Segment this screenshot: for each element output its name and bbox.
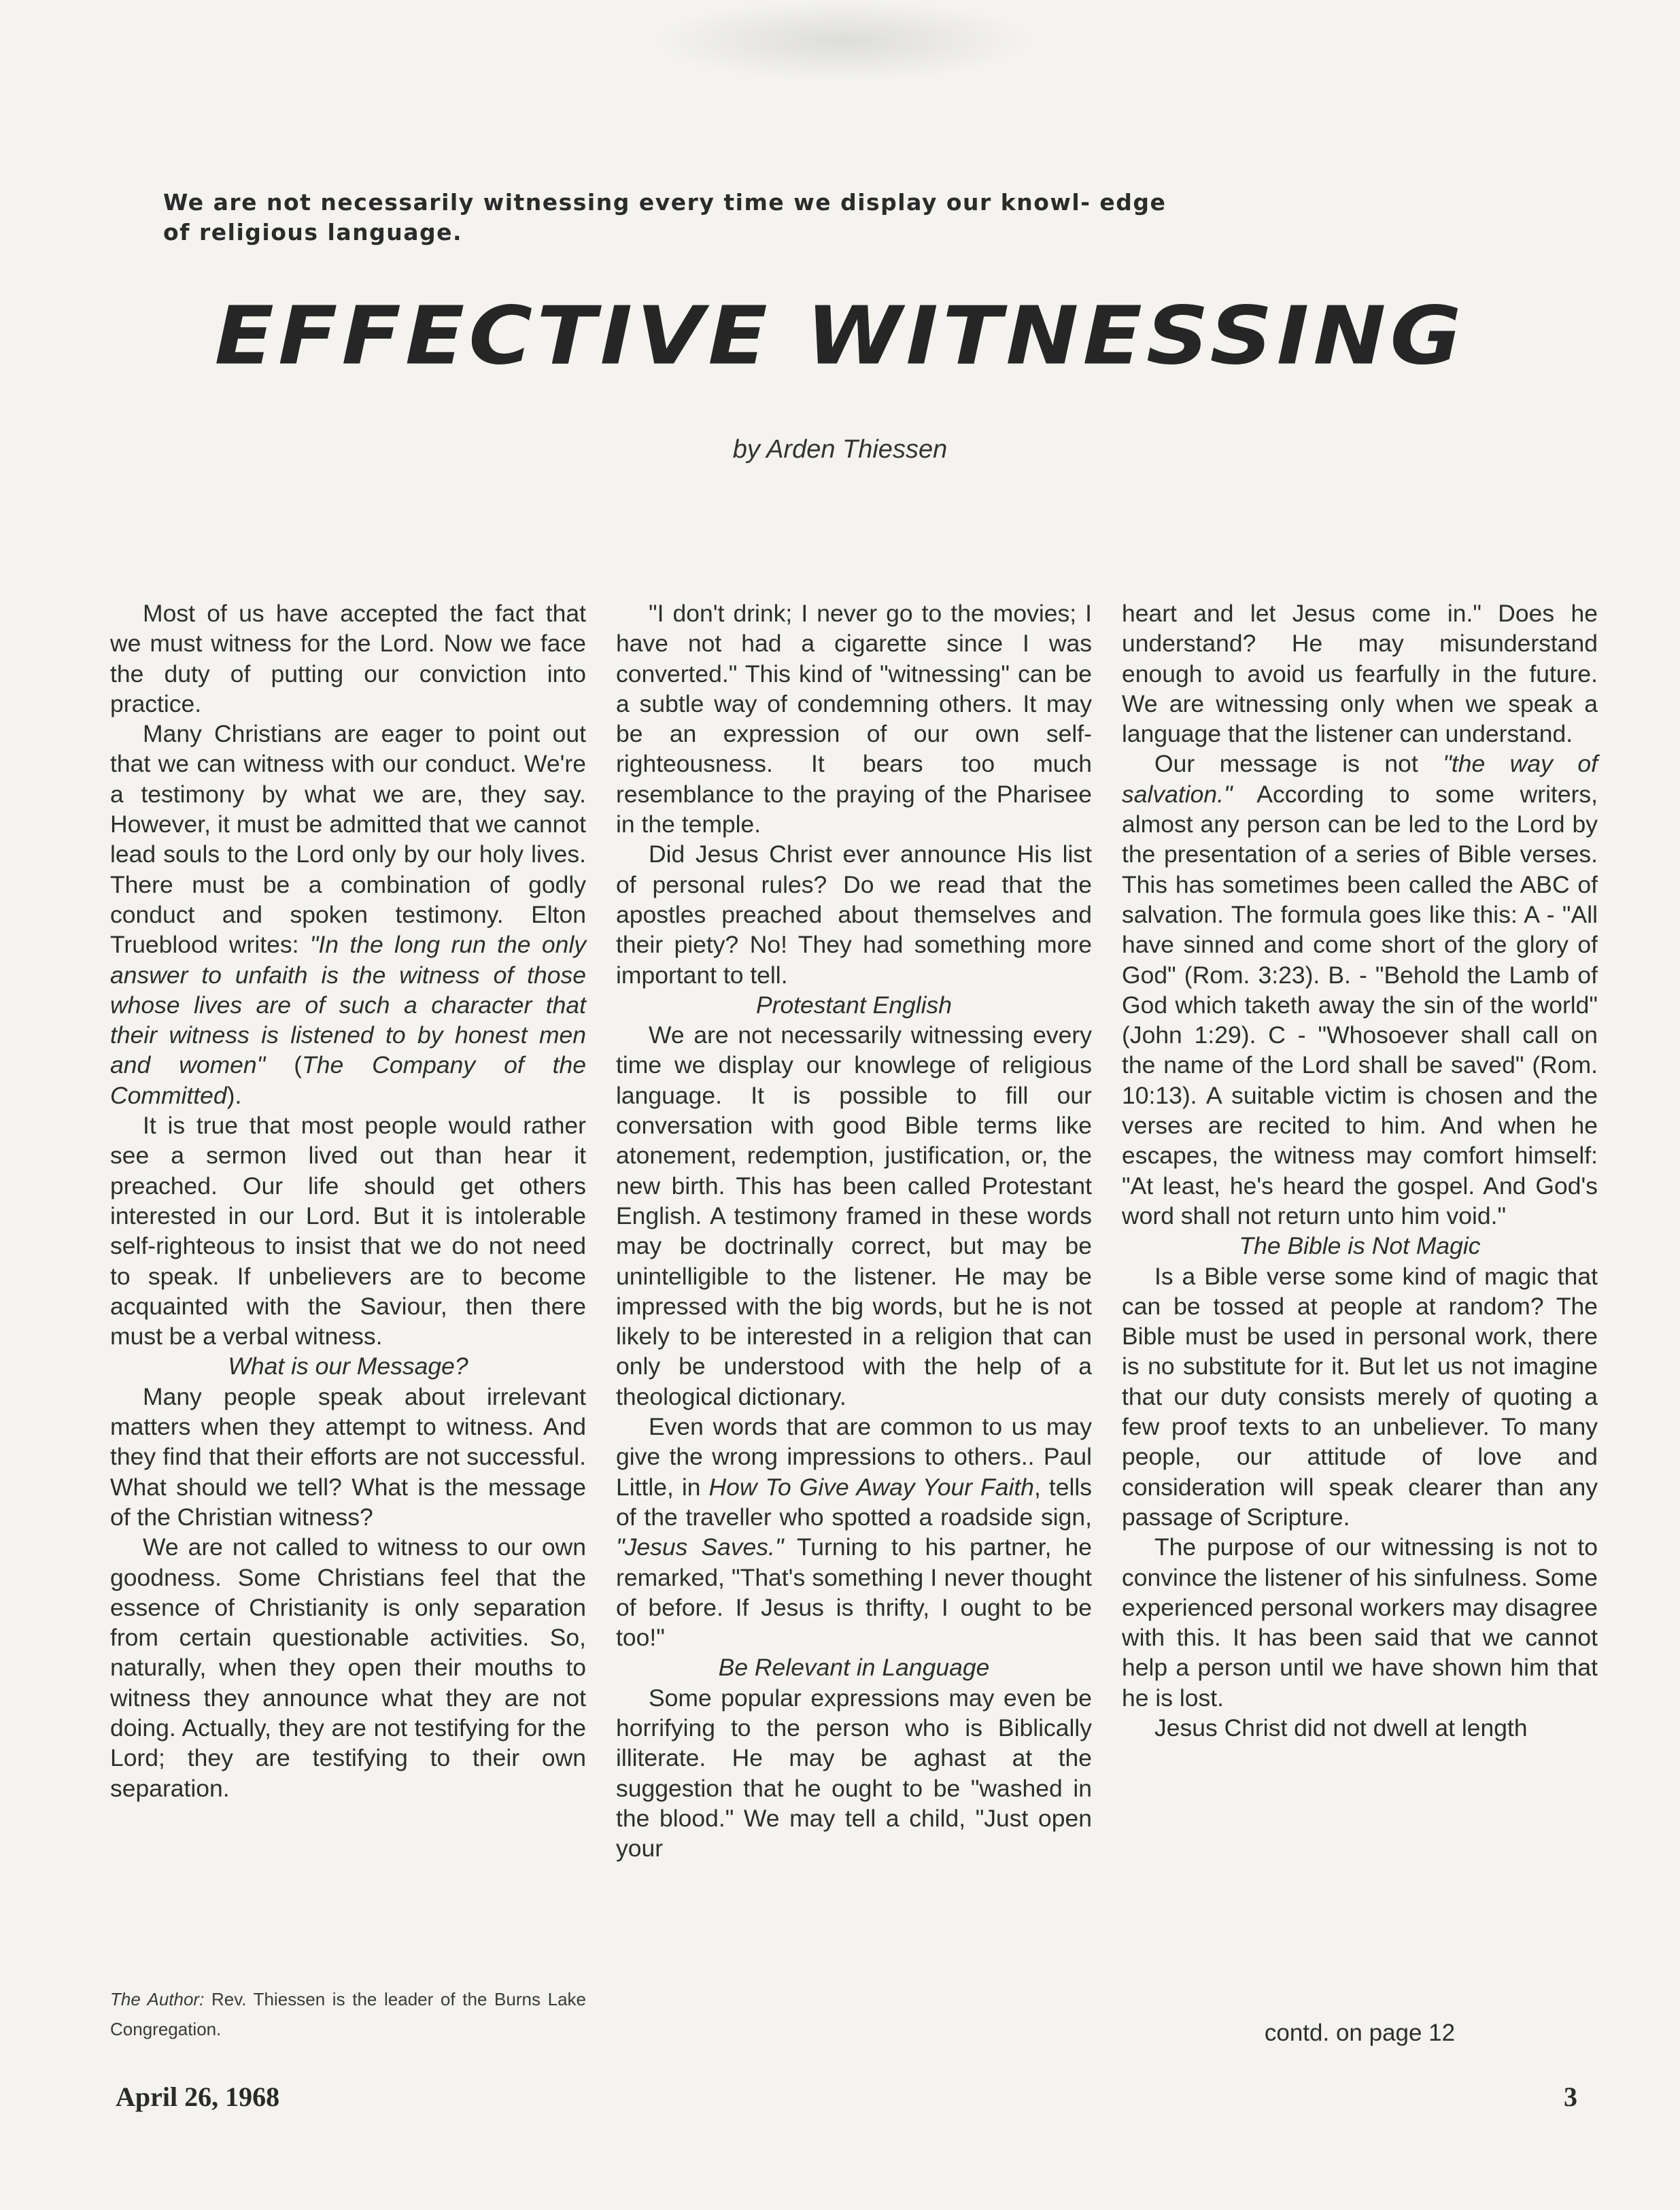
paragraph: It is true that most people would rather see a sermon lived out than hear it preached. Our life should get others interested in our Lord. But it is intolerable self-righteous to insist that we do not need to speak. If unbelievers are to become acquainted with the Saviour, then there must be a verbal witness.: [110, 1112, 586, 1350]
page-number: 3: [1564, 2081, 1577, 2112]
paragraph: We are not called to witness to our own goodness. Some Christians feel that the essence of Christianity is only separation from certain questionable activities. So, naturally, when they open their mouths to witness they announce what they are not doing. Actually, they are not testifying for the Lord; they are testifying to their own separation.: [110, 1533, 586, 1802]
quote: "the way of salvation.": [1122, 750, 1598, 808]
author-note: The Author: Rev. Thiessen is the leader of the Burns Lake Congregation.: [110, 1989, 586, 2039]
subheading: What is our Message?: [228, 1353, 468, 1380]
paragraph: Did Jesus Christ ever announce His list of personal rules? Do we read that the apostles preached about themselves and their piety? No! They had something more important to tell.: [616, 840, 1092, 989]
paragraph: Many Christians are eager to point out that we can witness with our conduct. We're a testimony by what we are, they say. However, it must be admitted that we cannot lead souls to the Lord only by our holy lives. There must be a combination of godly conduct and spoken testimony. Elton Trueblood writes: "In the long run the only answer to unfaith is the witness of those whose lives are of such a character that their witness is listened to by honest men and women" (The Company of the Committed).: [110, 720, 587, 1109]
paragraph: Many people speak about irrelevant matters when they attempt to witness. And they find that their efforts are not successful. What should we tell? What is the message of the Christian witness?: [110, 1382, 586, 1531]
paragraph: Most of us have accepted the fact that we must witness for the Lord. Now we face the duty of putting our conviction into practice.: [110, 600, 586, 717]
article-byline: by Arden Thiessen: [732, 435, 948, 464]
continued-note: contd. on page 12: [1264, 2020, 1456, 2046]
paragraph: Our message is not "the way of salvation." According to some writers, almost any person can be led to the Lord by the presentation of a series of Bible verses. This has sometimes been called the ABC of salvation. The formula goes like this: A - "All have sinned and come short of the glory of God" (Rom. 3:23). B. - "Behold the Lamb of God which taketh away the sin of the world" (John 1:29). C - "Whosoever shall call on the name of the Lord shall be saved" (Rom. 10:13). A suitable victim is chosen and the verses are recited to him. And when he escapes, the witness may comfort himself: "At least, he's heard the gospel. And God's word shall not return unto him void.": [1122, 750, 1598, 1229]
paragraph: Even words that are common to us may give the wrong impressions to others.. Paul Little, in How To Give Away Your Faith, tells of the traveller who spotted a roadside sign, "Jesus Saves." Turning to his partner, he remarked, "That's something I never thought of before. If Jesus is thrifty, I ought to be too!": [616, 1413, 1092, 1652]
sign-text: "Jesus Saves.": [616, 1533, 784, 1561]
paragraph: We are not necessarily witnessing every time we display our knowlege of religious language. It is possible to fill our conversation with good Bible terms like atonement, redemption, justification, or, the new birth. This has been called Protestant English. A testimony framed in these words may be doctrinally correct, but may be unintelligible to the listener. He may be impressed with the big words, but he is not likely to be interested in a religion that can only be understood with the help of a theological dictionary.: [616, 1021, 1092, 1410]
paragraph: "I don't drink; I never go to the movies; I have not had a cigarette since I was converted." This kind of "witnessing" can be a subtle way of condemning others. It may be an expression of our own self-righteousness. It bears too much resemblance to the praying of the Pharisee in the temple.: [616, 600, 1092, 838]
article-title: EFFECTIVE WITNESSING: [214, 289, 1466, 384]
book-title: How To Give Away Your Faith: [708, 1473, 1034, 1501]
article-deck: We are not necessarily witnessing every time we display our knowl- edge of religious language.: [163, 189, 1167, 245]
paragraph: Some popular expressions may even be horrifying to the person who is Biblically illiterate. He may be aghast at the suggestion that he ought to be "washed in the blood." We may tell a child, "Just open your: [616, 1684, 1092, 1863]
footer-date: April 26, 1968: [116, 2081, 280, 2112]
paragraph: heart and let Jesus come in." Does he understand? He may misunderstand enough to avoid us fearfully in the future. We are witnessing only when we speak a language that the listener can understand.: [1122, 600, 1598, 748]
column-3: [1122, 598, 1598, 1743]
column-1: [110, 598, 586, 1803]
subheading: The Bible is Not Magic: [1239, 1232, 1481, 1260]
paragraph: Jesus Christ did not dwell at length: [1154, 1714, 1528, 1741]
quote: "In the long run the only answer to unfaith is the witness of those whose lives are of such a character that their witness is listened to by honest men and women": [110, 931, 586, 1079]
column-2: [616, 598, 1092, 1863]
paragraph: Is a Bible verse some kind of magic that can be tossed at people at random? The Bible must be used in personal work, there is no substitute for it. But let us not imagine that our duty consists merely of quoting a few proof texts to an unbeliever. To many people, our attitude of love and consideration will speak clearer than any passage of Scripture.: [1122, 1262, 1598, 1531]
subheading: Protestant English: [755, 991, 953, 1019]
book-title: The Company of the Committed: [110, 1051, 587, 1109]
paragraph: The purpose of our witnessing is not to convince the listener of his sinfulness. Some experienced personal workers may disagree with this. It has been said that we cannot help a person until we have shown him that he is lost.: [1122, 1533, 1598, 1712]
subheading: Be Relevant in Language: [718, 1654, 990, 1682]
scan-smudge: [653, 0, 1033, 82]
